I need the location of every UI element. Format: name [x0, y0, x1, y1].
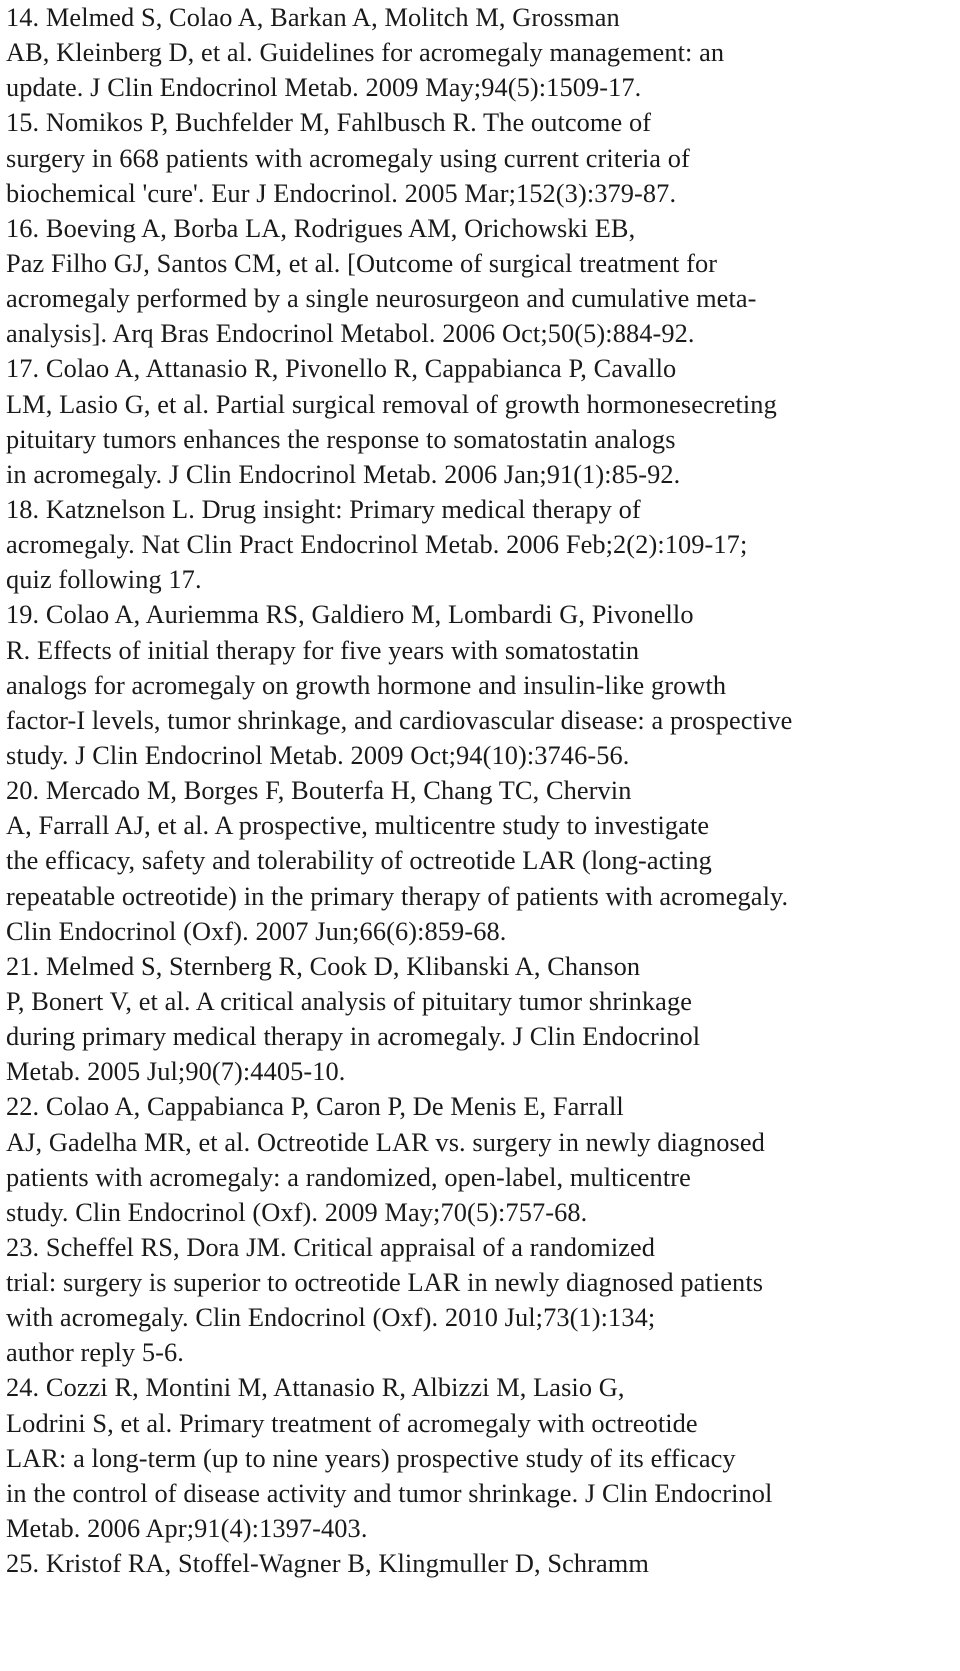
- reference-line: quiz following 17.: [6, 564, 202, 595]
- reference-line: the efficacy, safety and tolerability of octreotide LAR (long-acting: [6, 845, 712, 876]
- reference-line: trial: surgery is superior to octreotide LAR in newly diagnosed patients: [6, 1267, 764, 1298]
- reference-line: Metab. 2005 Jul;90(7):4405-10.: [6, 1056, 346, 1087]
- reference-line: in the control of disease activity and tumor shrinkage. J Clin Endocrinol: [6, 1477, 773, 1508]
- reference-line: 14. Melmed S, Colao A, Barkan A, Molitch M, Grossman: [6, 2, 620, 32]
- reference-line: 16. Boeving A, Borba LA, Rodrigues AM, Orichowski EB,: [6, 212, 636, 243]
- reference-line: 19. Colao A, Auriemma RS, Galdiero M, Lombardi G, Pivonello: [6, 599, 694, 630]
- reference-line: study. Clin Endocrinol (Oxf). 2009 May;70(5):757-68.: [6, 1196, 588, 1227]
- reference-line: AJ, Gadelha MR, et al. Octreotide LAR vs. surgery in newly diagnosed: [6, 1126, 765, 1157]
- reference-line: Lodrini S, et al. Primary treatment of acromegaly with octreotide: [6, 1407, 698, 1438]
- reference-line: LAR: a long-term (up to nine years) prospective study of its efficacy: [6, 1442, 736, 1473]
- reference-line: 15. Nomikos P, Buchfelder M, Fahlbusch R. The outcome of: [6, 107, 652, 138]
- reference-line: pituitary tumors enhances the response to somatostatin analogs: [6, 423, 676, 454]
- reference-line: Metab. 2006 Apr;91(4):1397-403.: [6, 1513, 368, 1544]
- reference-line: 22. Colao A, Cappabianca P, Caron P, De Menis E, Farrall: [6, 1091, 624, 1122]
- reference-line: acromegaly. Nat Clin Pract Endocrinol Metab. 2006 Feb;2(2):109-17;: [6, 529, 748, 560]
- reference-line: during primary medical therapy in acromegaly. J Clin Endocrinol: [6, 1021, 701, 1052]
- reference-line: patients with acromegaly: a randomized, open-label, multicentre: [6, 1161, 691, 1192]
- reference-list: [6, 0, 956, 1581]
- reference-line: 18. Katznelson L. Drug insight: Primary medical therapy of: [6, 493, 641, 524]
- reference-line: with acromegaly. Clin Endocrinol (Oxf). 2010 Jul;73(1):134;: [6, 1302, 656, 1333]
- reference-line: 17. Colao A, Attanasio R, Pivonello R, Cappabianca P, Cavallo: [6, 353, 677, 384]
- reference-line: 25. Kristof RA, Stoffel-Wagner B, Klingmuller D, Schramm: [6, 1548, 649, 1579]
- reference-line: Clin Endocrinol (Oxf). 2007 Jun;66(6):859-68.: [6, 915, 507, 946]
- reference-line: study. J Clin Endocrinol Metab. 2009 Oct;94(10):3746-56.: [6, 739, 630, 770]
- reference-line: 20. Mercado M, Borges F, Bouterfa H, Chang TC, Chervin: [6, 775, 632, 806]
- reference-line: author reply 5-6.: [6, 1337, 184, 1368]
- reference-line: 23. Scheffel RS, Dora JM. Critical appraisal of a randomized: [6, 1231, 656, 1262]
- reference-line: analogs for acromegaly on growth hormone and insulin-like growth: [6, 669, 727, 700]
- reference-line: biochemical 'cure'. Eur J Endocrinol. 2005 Mar;152(3):379-87.: [6, 177, 677, 208]
- reference-line: factor-I levels, tumor shrinkage, and cardiovascular disease: a prospective: [6, 704, 793, 735]
- reference-line: Paz Filho GJ, Santos CM, et al. [Outcome of surgical treatment for: [6, 247, 718, 278]
- reference-line: R. Effects of initial therapy for five years with somatostatin: [6, 634, 640, 665]
- reference-line: 24. Cozzi R, Montini M, Attanasio R, Albizzi M, Lasio G,: [6, 1372, 625, 1403]
- reference-line: LM, Lasio G, et al. Partial surgical removal of growth hormonesecreting: [6, 388, 777, 419]
- reference-line: AB, Kleinberg D, et al. Guidelines for acromegaly management: an: [6, 37, 725, 68]
- reference-line: in acromegaly. J Clin Endocrinol Metab. 2006 Jan;91(1):85-92.: [6, 458, 681, 489]
- reference-line: A, Farrall AJ, et al. A prospective, multicentre study to investigate: [6, 810, 710, 841]
- reference-line: 21. Melmed S, Sternberg R, Cook D, Klibanski A, Chanson: [6, 950, 641, 981]
- reference-line: update. J Clin Endocrinol Metab. 2009 May;94(5):1509-17.: [6, 72, 642, 103]
- reference-line: repeatable octreotide) in the primary therapy of patients with acromegaly.: [6, 880, 789, 911]
- reference-line: surgery in 668 patients with acromegaly using current criteria of: [6, 142, 690, 173]
- reference-line: acromegaly performed by a single neurosurgeon and cumulative meta-: [6, 283, 757, 314]
- reference-line: P, Bonert V, et al. A critical analysis of pituitary tumor shrinkage: [6, 985, 693, 1016]
- reference-line: analysis]. Arq Bras Endocrinol Metabol. 2006 Oct;50(5):884-92.: [6, 318, 695, 349]
